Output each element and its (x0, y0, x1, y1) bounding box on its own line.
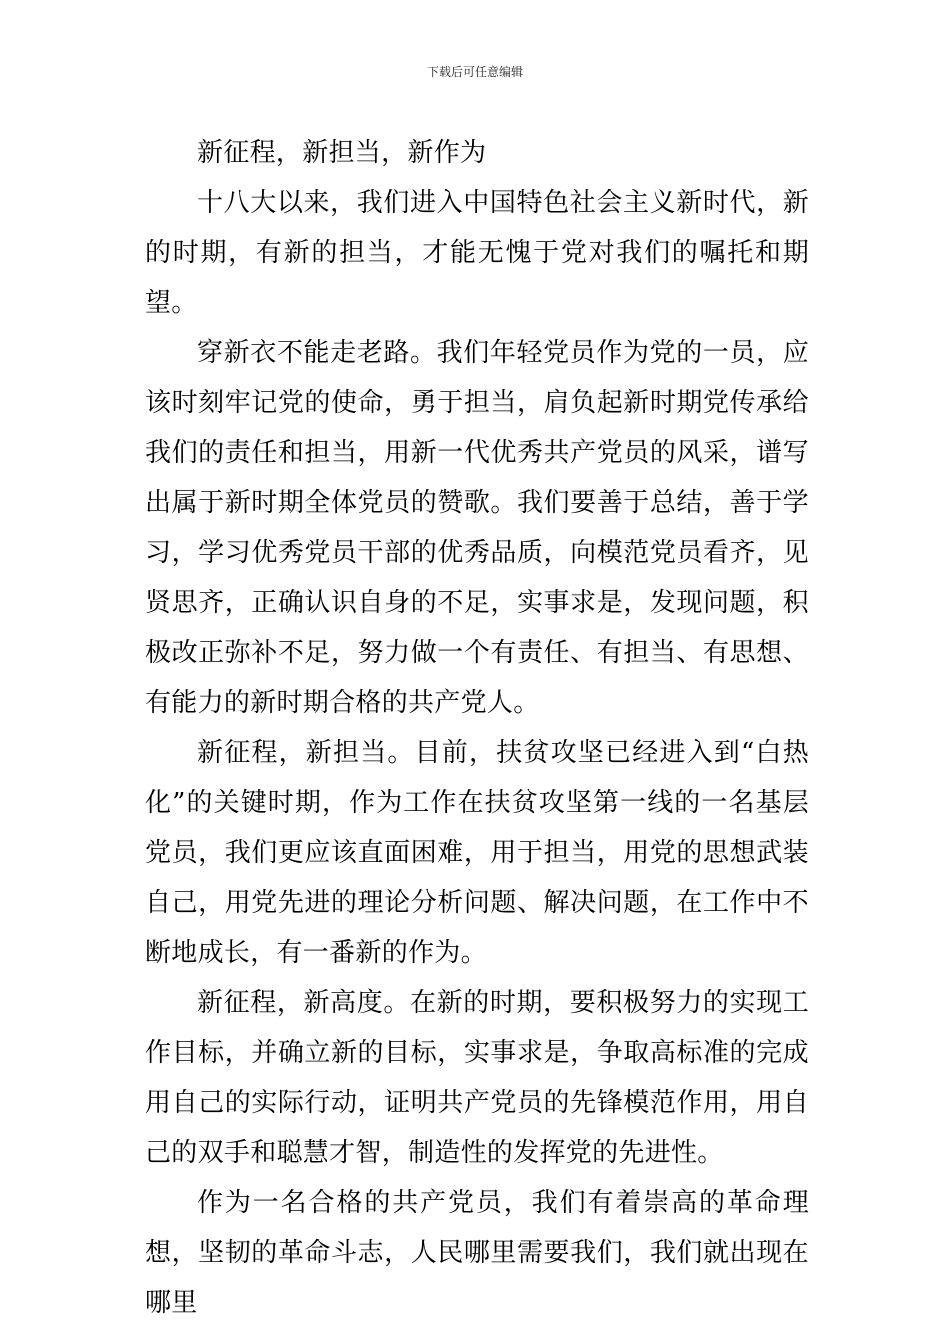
paragraph-1: 十八大以来，我们进入中国特色社会主义新时代，新的时期，有新的担当，才能无愧于党对我们的嘱托和期望。 (145, 188, 809, 318)
paragraph-5: 作为一名合格的共产党员，我们有着崇高的革命理想，坚韧的革命斗志，人民哪里需要我们，我们就出现在哪里 (145, 1188, 809, 1318)
paragraph-3: 新征程，新担当。目前，扶贫攻坚已经进入到“白热化”的关键时期，作为工作在扶贫攻坚第一线的一名基层党员，我们更应该直面困难，用于担当，用党的思想武装自己，用党先进的理论分析问题、解决问题，在工作中不断地成长，有一番新的作为。 (145, 738, 809, 968)
page-header-note: 下载后可任意编辑 (426, 65, 523, 79)
paragraph-4: 新征程，新高度。在新的时期，要积极努力的实现工作目标，并确立新的目标，实事求是，争取高标准的完成用自己的实际行动，证明共产党员的先锋模范作用，用自己的双手和聪慧才智，制造性的发挥党的先进性。 (145, 988, 809, 1168)
document-body (145, 128, 809, 1328)
document-title: 新征程，新担当，新作为 (197, 138, 487, 168)
paragraph-2: 穿新衣不能走老路。我们年轻党员作为党的一员，应该时刻牢记党的使命，勇于担当，肩负起新时期党传承给我们的责任和担当，用新一代优秀共产党员的风采，谱写出属于新时期全体党员的赞歌。我们要善于总结，善于学习，学习优秀党员干部的优秀品质，向模范党员看齐，见贤思齐，正确认识自身的不足，实事求是，发现问题，积极改正弥补不足，努力做一个有责任、有担当、有思想、有能力的新时期合格的共产党人。 (145, 338, 809, 718)
